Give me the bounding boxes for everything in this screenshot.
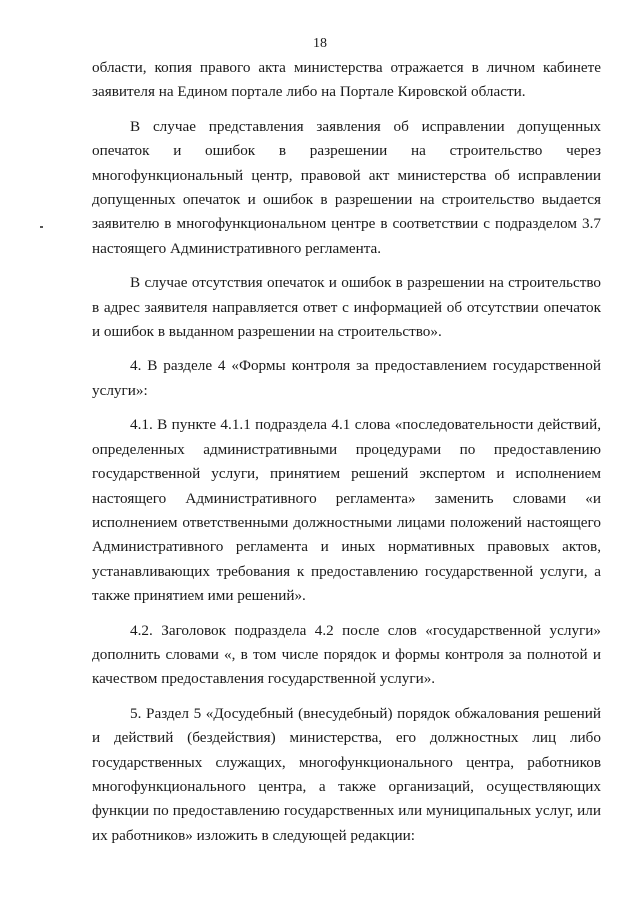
paragraph-section-5: 5. Раздел 5 «Досудебный (внесудебный) порядок обжалования решений и действий (бездействия) министерства, его должностных лиц либо государственных служащих, многофункционального центра, работников многофункционального центра, а также организаций, осуществляющих функции по предоставлению государственных или муниципальных услуг, или их работников» изложить в следующей редакции: <box>92 704 601 844</box>
margin-mark <box>40 226 43 228</box>
paragraph-section-4: 4. В разделе 4 «Формы контроля за предоставлением государственной услуги»: <box>92 357 601 399</box>
paragraph-mfc-correction: В случае представления заявления об исправлении допущенных опечаток и ошибок в разрешении на строительство через многофункциональный центр, правовой акт министерства об исправлении допущенных опечаток и ошибок в разрешении на строительство выдается заявителю в многофункциональном центре в соответствии с подразделом 3.7 настоящего Административного регламента. <box>92 117 601 257</box>
paragraph-no-errors: В случае отсутствия опечаток и ошибок в разрешении на строительство в адрес заявителя направляется ответ с информацией об отсутствии опечаток и ошибок в выданном разрешении на строительство». <box>92 274 601 341</box>
paragraph-item-4-1: 4.1. В пункте 4.1.1 подраздела 4.1 слова «последовательности действий, определенных административными процедурами по предоставлению государственной услуги, принятием решений экспертом и исполнением настоящего Административного регламента» заменить словами «и исполнением ответственными должностными лицами положений настоящего Административного регламента и иных нормативных правовых актов, устанавливающих требования к предоставлению государственной услуги, а также принятием ими решений». <box>92 416 601 605</box>
paragraph-item-4-2: 4.2. Заголовок подраздела 4.2 после слов «государственной услуги» дополнить словами «, в том числе порядок и формы контроля за полнотой и качеством предоставления государственной услуги». <box>92 621 601 688</box>
document-body <box>92 56 601 858</box>
page-number: 18 <box>313 36 327 51</box>
paragraph-continuation: области, копия правого акта министерства отражается в личном кабинете заявителя на Едином портале либо на Портале Кировской области. <box>92 59 601 101</box>
